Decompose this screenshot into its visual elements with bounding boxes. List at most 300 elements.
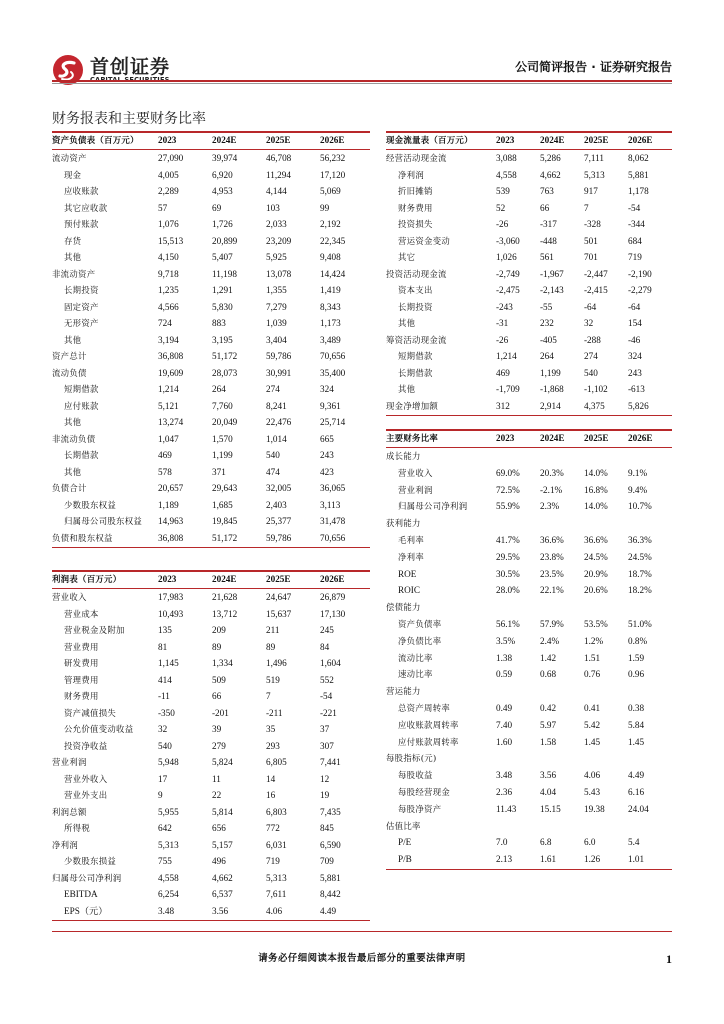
row-label: 长期借款 [398,367,433,378]
cell-value: -405 [540,334,557,345]
cell-value: 3.56 [212,905,229,916]
table-row [52,332,370,348]
cell-value: 264 [540,351,554,361]
cell-value: 1,334 [212,658,233,668]
row-label: 其他 [64,417,82,427]
row-label: 营业成本 [64,608,99,619]
cell-value: 0.49 [496,703,513,713]
cell-value: 29.5% [496,551,520,562]
cell-value: 20.6% [584,585,608,596]
table-row [386,266,672,282]
cell-value: 57.9% [540,619,564,629]
row-label: 无形资产 [64,318,99,328]
cell-value: 656 [212,823,226,833]
cell-value: 1,604 [320,658,341,668]
cell-value: 14.0% [584,467,608,478]
cell-value: 3,194 [158,334,179,345]
cell-value: 53.5% [584,619,608,629]
row-label: 其他 [398,318,416,328]
cell-value: 20.3% [540,467,564,478]
cell-value: -55 [540,301,553,312]
row-label: 经营活动现金流 [386,153,447,163]
cell-value: 5,830 [212,301,233,312]
table-row [386,315,672,331]
table-row [52,655,370,671]
column-header: 2026E [628,135,653,145]
table-row [386,167,672,183]
cell-value: 23,209 [266,235,292,246]
cell-value: 561 [540,252,554,262]
row-label: 归属母公司股东权益 [64,516,143,526]
cell-value: 8,442 [320,889,341,899]
cell-value: 9.1% [628,467,648,478]
cell-value: 20,899 [212,235,238,246]
table-row [52,513,370,529]
cell-value: 16.8% [584,484,608,495]
cell-value: 24,647 [266,592,292,602]
cell-value: 69 [212,202,222,213]
table-title: 主要财务比率 [386,433,439,443]
cell-value: 32 [584,318,594,328]
cell-value: 14 [266,773,276,784]
table-title: 利润表（百万元） [52,574,122,584]
cell-value: 6,254 [158,889,179,899]
cell-value: 2,914 [540,400,561,411]
table-row [52,530,370,546]
cell-value: 6,920 [212,169,233,180]
cell-value: 0.38 [628,703,645,713]
cell-value: 32 [158,724,168,734]
row-label: 估值比率 [386,820,421,831]
cell-value: -64 [584,301,597,312]
cell-value: 19.38 [584,803,605,814]
row-label: 现金净增加额 [386,400,439,411]
cell-value: 1.58 [540,736,557,747]
cell-value: 89 [266,641,276,652]
table-row [386,616,672,632]
row-label: 其它 [398,252,416,262]
cell-value: 539 [496,186,510,196]
table-row [52,721,370,737]
cell-value: 293 [266,740,280,751]
cell-value: 7,279 [266,301,287,312]
row-label: 每股收益 [398,770,433,781]
table-row [386,650,672,666]
cell-value: 496 [212,856,226,866]
row-label: 营业费用 [64,641,99,652]
row-label: 净负债比率 [398,635,442,646]
cell-value: 642 [158,823,172,833]
row-label: 资本支出 [398,285,433,295]
cell-value: 66 [540,202,550,213]
cell-value: 21,628 [212,592,238,602]
cell-value: 59,786 [266,351,292,361]
row-label: 营业外支出 [64,790,108,800]
cell-value: 3.56 [540,770,557,781]
cell-value: 1,726 [212,219,233,229]
cell-value: 414 [158,674,172,685]
table-row [386,549,672,565]
cell-value: 274 [266,384,280,394]
cell-value: 209 [212,625,226,635]
cell-value: 243 [320,450,334,460]
table-row [386,249,672,265]
cell-value: 3.5% [496,635,516,646]
cell-value: 371 [212,466,226,477]
cell-value: 24.5% [584,551,608,562]
cell-value: 5.4 [628,837,640,848]
cell-value: 719 [266,856,280,866]
cell-value: 1,039 [266,318,287,328]
column-header: 2026E [320,574,345,584]
cell-value: 17,120 [320,169,346,180]
cell-value: -54 [628,202,641,213]
cell-value: 35 [266,724,276,734]
balance-sheet-table [52,131,370,547]
cell-value: 1,419 [320,285,341,295]
cell-value: 2.4% [540,635,560,646]
cell-value: 2.13 [496,854,513,865]
cell-value: 9 [158,790,163,800]
cell-value: 1,199 [212,450,233,460]
cell-value: 22 [212,790,222,800]
cell-value: 917 [584,186,598,196]
row-label: 毛利率 [398,535,425,545]
cell-value: 0.76 [584,669,601,680]
column-header: 2023 [496,433,515,443]
cell-value: 6,590 [320,839,341,850]
cell-value: 0.68 [540,669,557,680]
table-row [386,566,672,582]
table-row [386,700,672,716]
cell-value: 5,948 [158,757,179,767]
cell-value: -54 [320,691,333,701]
cell-value: 274 [584,351,598,361]
cell-value: 2,192 [320,219,341,229]
row-label: 其他 [64,466,82,477]
row-label: 归属母公司净利润 [52,872,122,883]
cell-value: 30,991 [266,367,292,378]
cell-value: -328 [584,219,601,229]
cell-value: 5,313 [158,839,179,850]
table-row [52,606,370,622]
row-label: 折旧摊销 [398,186,433,196]
cell-value: 9,718 [158,268,179,279]
cell-value: 8,343 [320,301,341,312]
cell-value: 9.4% [628,484,648,495]
table-row [52,315,370,331]
cell-value: 5,407 [212,252,233,262]
cell-value: 7,111 [584,153,604,163]
cell-value: -64 [628,301,641,312]
cell-value: -2,190 [628,268,652,279]
cell-value: -31 [496,318,509,328]
table-header [386,131,672,150]
cell-value: 24.04 [628,803,649,814]
cell-value: 23.5% [540,568,564,579]
cell-value: 26,879 [320,592,346,602]
cell-value: 7.0 [496,837,508,848]
cell-value: -211 [266,707,283,718]
column-header: 2023 [158,574,177,584]
table-row [52,398,370,414]
cell-value: 7,760 [212,400,233,411]
row-label: 固定资产 [64,301,99,312]
row-label: P/B [398,854,412,865]
cell-value: 5,313 [266,872,287,883]
cell-value: 13,274 [158,417,184,427]
table-title: 现金流量表（百万元） [386,135,473,145]
table-row [52,414,370,430]
table-bottom-rule [386,415,672,416]
table-row [386,767,672,783]
cell-value: 1,685 [212,499,233,510]
cell-value: 16 [266,790,276,800]
cell-value: 1.61 [540,854,557,865]
row-label: 营业外收入 [64,773,108,784]
cell-value: 763 [540,186,554,196]
cell-value: 1,214 [158,384,179,394]
row-label: 利润总额 [52,806,87,817]
cell-value: 17,983 [158,592,184,602]
cell-value: 4.49 [320,905,337,916]
cell-value: 1.42 [540,652,557,663]
cell-value: 5.97 [540,719,557,730]
cell-value: -2,279 [628,285,652,295]
table-row [386,365,672,381]
row-label: 研发费用 [64,658,99,668]
cell-value: 30.5% [496,568,520,579]
cell-value: 66 [212,691,222,701]
cell-value: 99 [320,202,330,213]
cell-value: 1.26 [584,854,601,865]
cell-value: 36,065 [320,483,346,493]
income-statement-table [52,570,370,920]
table-row [52,266,370,282]
cell-value: 18.7% [628,568,652,579]
cell-value: 41.7% [496,535,520,545]
cell-value: 103 [266,202,280,213]
table-row [52,688,370,704]
cell-value: 4,150 [158,252,179,262]
cell-value: -613 [628,384,645,394]
row-label: 营业利润 [398,484,433,495]
row-label: 长期借款 [64,450,99,460]
cell-value: 28.0% [496,585,520,596]
cell-value: -288 [584,334,601,345]
column-header: 2026E [628,433,653,443]
cell-value: -317 [540,219,557,229]
cell-value: 22,345 [320,235,346,246]
cell-value: -2.1% [540,484,563,495]
table-row [52,820,370,836]
cell-value: 232 [540,318,554,328]
cell-value: 1,235 [158,285,179,295]
header-rule [52,80,672,82]
table-bottom-rule [52,547,370,548]
cell-value: 4,566 [158,301,179,312]
table-row [386,515,672,531]
cell-value: 59,786 [266,532,292,543]
cell-value: 8,062 [628,153,649,163]
row-label: 获利能力 [386,518,421,529]
table-row [52,167,370,183]
cell-value: 3,113 [320,499,341,510]
row-label: 净利润 [398,169,425,180]
cell-value: 3.48 [496,770,513,781]
cell-value: 1,047 [158,433,179,444]
row-label: 每股经营现金 [398,787,451,797]
table-row [52,672,370,688]
cell-value: 552 [320,674,334,685]
cell-value: 474 [266,466,280,477]
row-label: 流动负债 [52,367,87,378]
cell-value: 1,178 [628,186,649,196]
cell-value: -2,415 [584,285,608,295]
cell-value: 0.8% [628,635,648,646]
cell-value: 1,199 [540,367,561,378]
cell-value: 36,808 [158,351,184,361]
cell-value: 28,073 [212,367,238,378]
cell-value: 52 [496,202,506,213]
cell-value: 540 [158,740,172,751]
cell-value: 17,130 [320,608,346,619]
cell-value: 2.3% [540,501,560,512]
table-row [52,447,370,463]
row-label: 投资活动现金流 [386,268,447,279]
cell-value: 5.42 [584,719,601,730]
row-label: 净利率 [398,551,425,562]
cell-value: 1,014 [266,433,287,444]
cell-value: 4,144 [266,186,287,196]
row-label: ROE [398,568,417,579]
cell-value: 19,845 [212,516,238,526]
cell-value: -46 [628,334,641,345]
row-label: 资产负债率 [398,619,442,629]
cell-value: 32,005 [266,483,292,493]
cell-value: 5,121 [158,400,179,411]
table-row [386,216,672,232]
table-row [386,348,672,364]
cell-value: -11 [158,691,170,701]
cell-value: 5,881 [628,169,649,180]
table-bottom-rule [52,920,370,921]
row-label: 其他 [398,384,416,394]
cell-value: -26 [496,334,509,345]
cell-value: 154 [628,318,642,328]
footer-disclaimer: 请务必仔细阅读本报告最后部分的重要法律声明 [258,953,466,964]
cell-value: 11 [212,773,221,784]
cell-value: 2.36 [496,787,513,797]
table-row [386,150,672,166]
cell-value: 6,537 [212,889,233,899]
cell-value: 5,286 [540,153,561,163]
cell-value: 13,078 [266,268,292,279]
cell-value: 51.0% [628,619,652,629]
table-title: 资产负债表（百万元） [52,135,139,145]
cell-value: 56,232 [320,153,346,163]
cell-value: -201 [212,707,229,718]
row-label: 总资产周转率 [398,703,451,713]
cell-value: 7 [584,202,589,213]
cell-value: 72.5% [496,484,520,495]
row-label: 非流动资产 [52,268,96,279]
table-row [386,750,672,766]
page-number: 1 [666,952,672,966]
row-label: 短期借款 [64,384,99,394]
table-row [52,639,370,655]
table-row [52,804,370,820]
cell-value: 245 [320,625,334,635]
cell-value: 6.0 [584,837,596,848]
cell-value: 1,173 [320,318,341,328]
cell-value: -448 [540,235,557,246]
row-label: 其他 [64,334,82,345]
row-label: 应付账款周转率 [398,736,459,747]
row-label: 长期投资 [398,301,433,312]
row-label: 现金 [64,169,82,180]
cell-value: 46,708 [266,153,292,163]
cell-value: 1.01 [628,854,645,865]
header-rule-thin [52,83,672,84]
cell-value: 312 [496,400,510,411]
column-header: 2024E [212,574,237,584]
row-label: 速动比率 [398,669,433,680]
cell-value: 1.59 [628,652,645,663]
cell-value: 25,714 [320,417,346,427]
cell-value: 423 [320,466,334,477]
cell-value: 5,826 [628,400,649,411]
cell-value: 4,662 [540,169,561,180]
cell-value: 1,355 [266,285,287,295]
cell-value: 20,049 [212,417,238,427]
section-title: 财务报表和主要财务比率 [52,111,206,127]
row-label: EBITDA [64,889,98,899]
cell-value: 11,198 [212,268,237,279]
cell-value: 1.51 [584,652,601,663]
column-header: 2024E [540,433,565,443]
cell-value: 0.96 [628,669,645,680]
cell-value: 1.2% [584,635,604,646]
cell-value: 39 [212,724,222,734]
row-label: 流动比率 [398,652,433,663]
cell-value: 25,377 [266,516,292,526]
table-row [52,853,370,869]
cell-value: 36,808 [158,532,184,543]
cell-value: 5,955 [158,806,179,817]
row-label: 净利润 [52,839,79,850]
table-row [386,818,672,834]
cell-value: 36.6% [540,535,564,545]
column-header: 2026E [320,135,345,145]
table-row [52,738,370,754]
cell-value: 2,033 [266,219,287,229]
table-row [52,870,370,886]
table-row [386,465,672,481]
table-row [386,784,672,800]
cell-value: 4,375 [584,400,605,411]
row-label: 营运资金变动 [398,235,451,246]
cell-value: -243 [496,301,513,312]
table-row [52,837,370,853]
row-label: 应付账款 [64,400,99,411]
cell-value: 15,637 [266,608,292,619]
cell-value: 10.7% [628,501,652,512]
cell-value: 51,172 [212,351,238,361]
cell-value: 70,656 [320,532,346,543]
column-header: 2025E [266,574,291,584]
row-label: 营业税金及附加 [64,625,125,635]
